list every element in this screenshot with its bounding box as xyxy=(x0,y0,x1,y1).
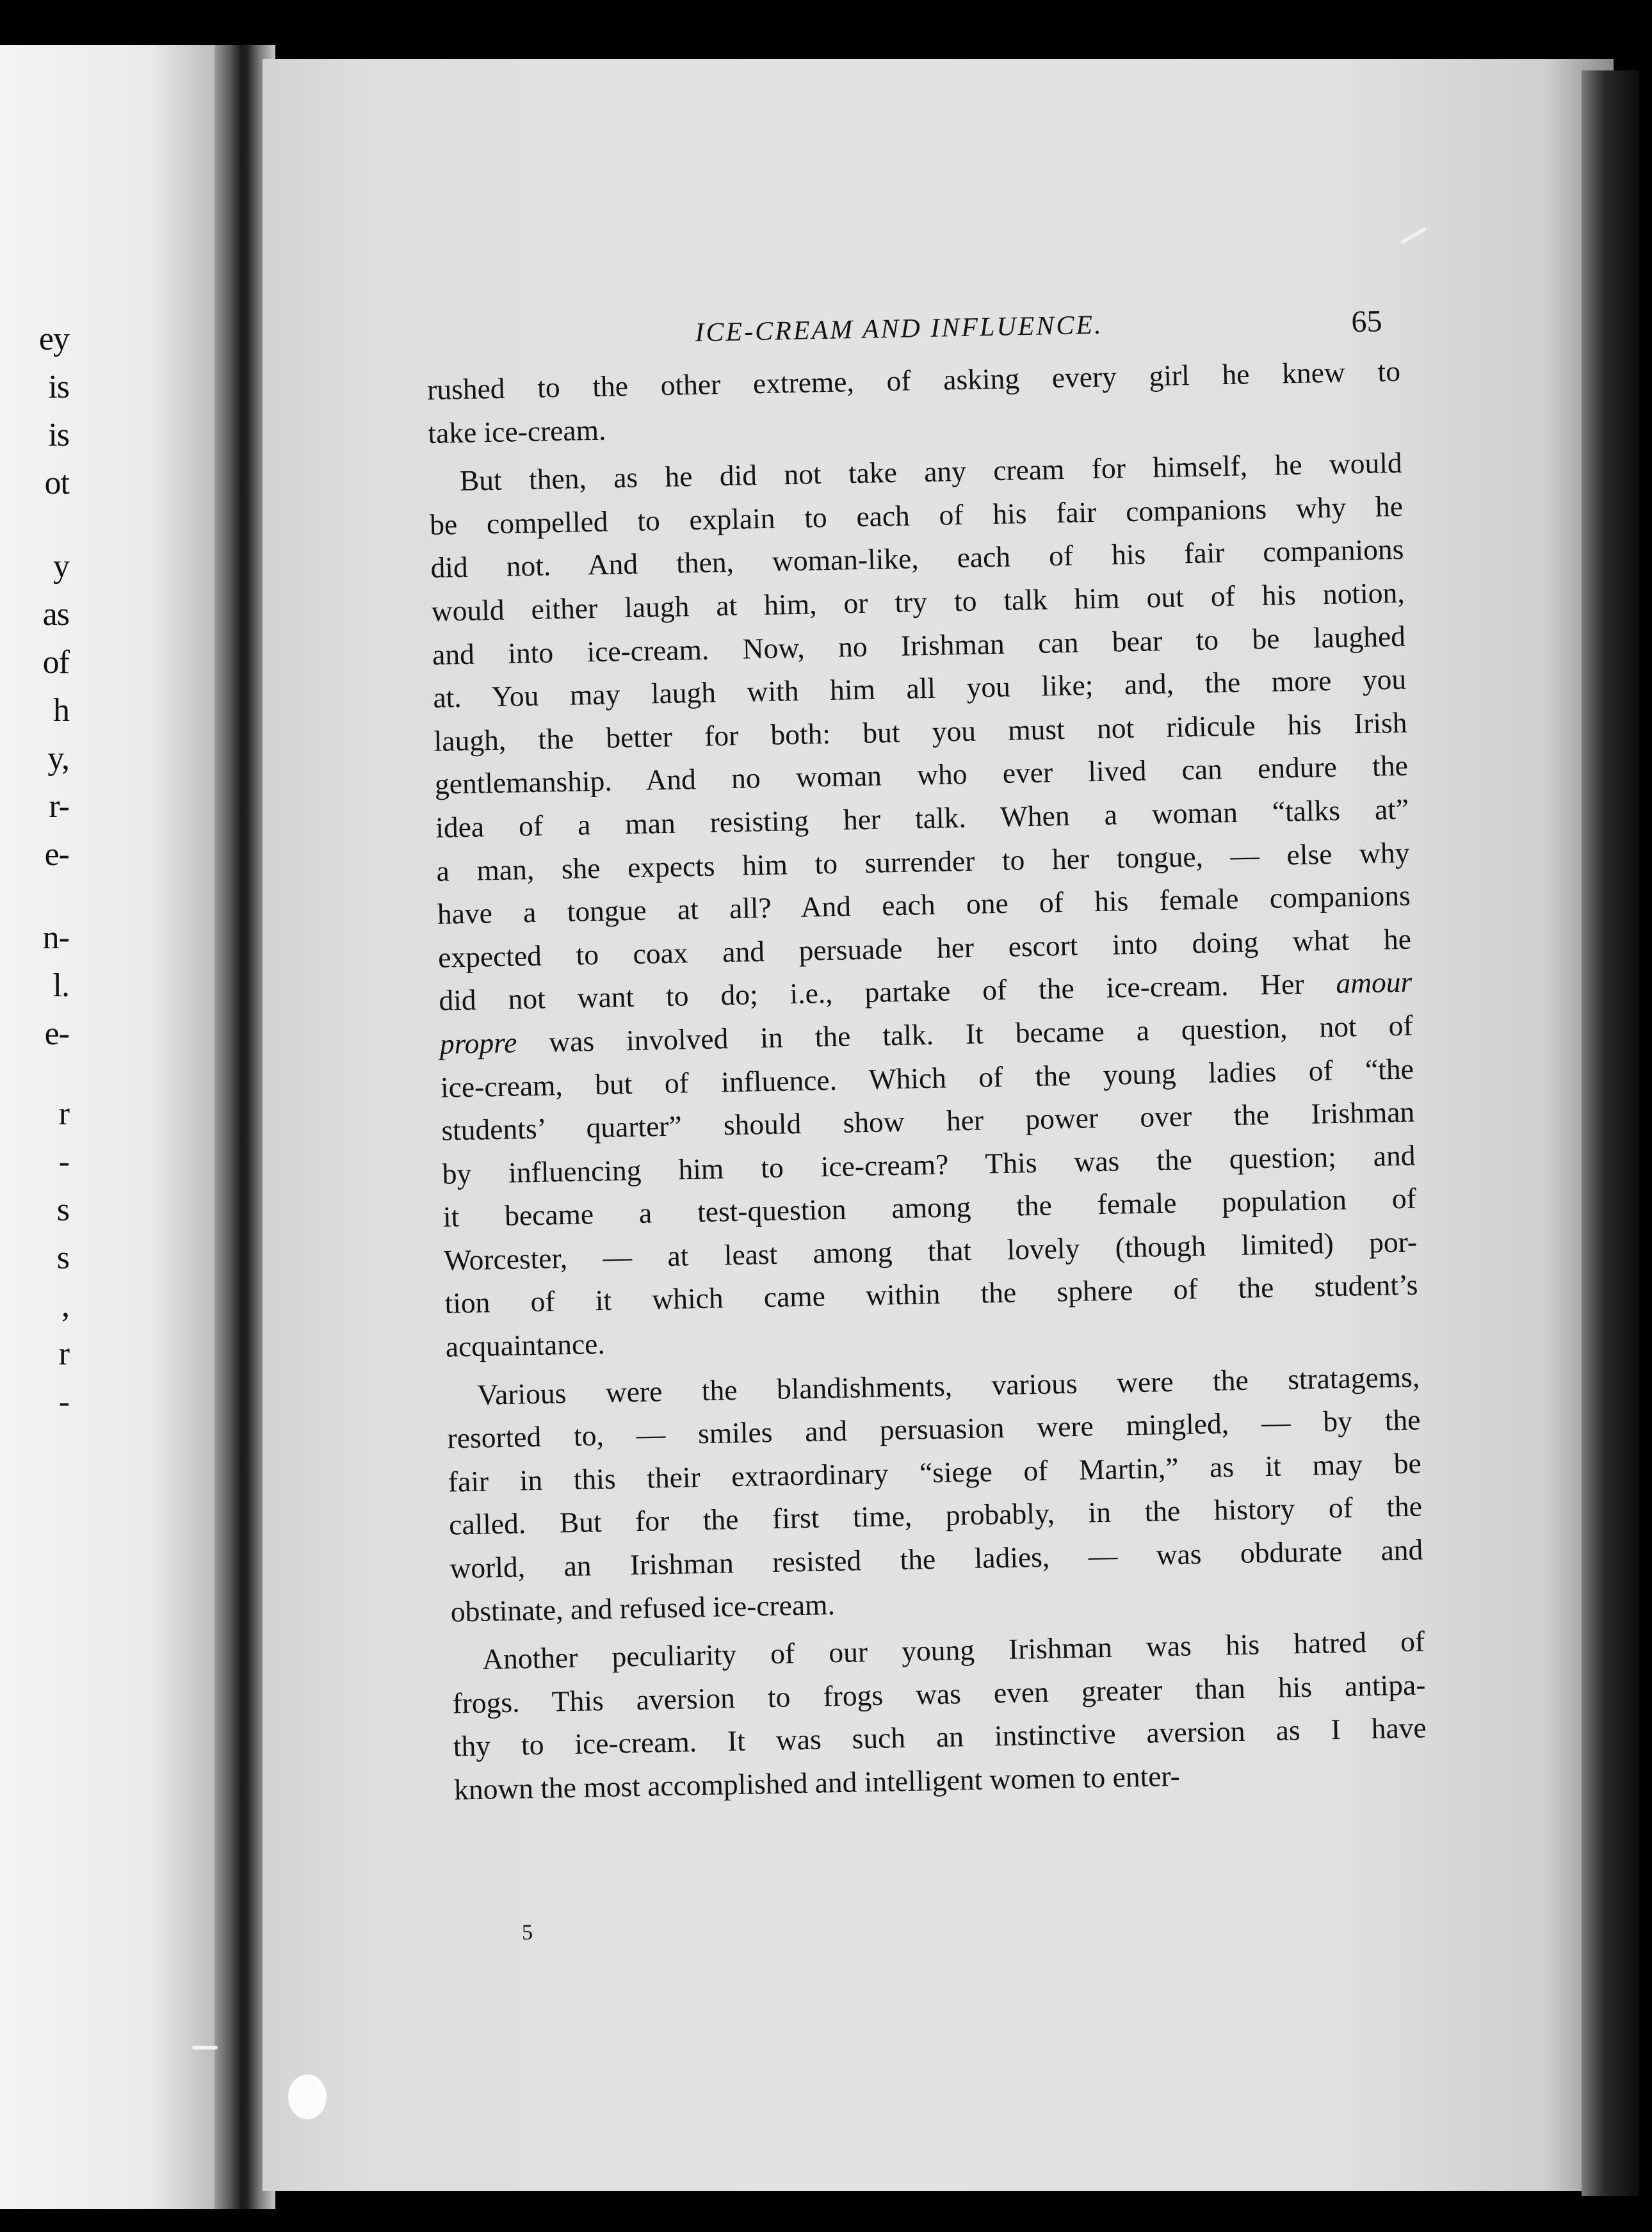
text-line: expected to coax and persuade her escort into doing what he xyxy=(437,922,1412,974)
text-line: laugh, the better for both: but you must not ridicule his Irish xyxy=(433,706,1407,757)
text-line: Various were the blandishments, various were the stratagems, xyxy=(476,1360,1420,1411)
text-line: ice-cream, but of influence. Which of the young ladies of “the xyxy=(440,1052,1414,1104)
text-line: But then, as he did not take any cream for himself, he would xyxy=(459,446,1403,497)
running-title: ICE-CREAM AND INFLUENCE. xyxy=(695,310,1103,348)
signature-mark: 5 xyxy=(521,1920,533,1945)
paragraph xyxy=(446,1355,1425,1633)
facing-page-fragment: as xyxy=(42,596,69,633)
paragraph xyxy=(428,441,1419,1368)
facing-page-fragment: of xyxy=(42,644,69,681)
facing-page-fragment: r xyxy=(58,1336,69,1372)
facing-page-fragment: e- xyxy=(44,1015,69,1052)
facing-page-fragment: r- xyxy=(49,788,69,825)
text-line: take ice-cream. xyxy=(427,413,606,449)
text-line: did not. And then, woman-like, each of his fair companions xyxy=(430,533,1404,585)
page-number: 65 xyxy=(1350,304,1382,339)
facing-page-fragment: e- xyxy=(44,836,69,873)
text-line: tion of it which came within the sphere of the student’s xyxy=(444,1268,1418,1320)
text-line: did not want to do; i.e., partake of the ice-cream. Her amour xyxy=(439,965,1413,1017)
text-line: would either laugh at him, or try to talk him out of his notion, xyxy=(431,576,1405,627)
facing-page-fragment: s xyxy=(56,1240,69,1276)
paragraph xyxy=(451,1620,1428,1812)
facing-page-fragment: y xyxy=(53,548,69,585)
text-line: and into ice-cream. Now, no Irishman can bear to be laughed xyxy=(432,619,1406,671)
text-line: acquaintance. xyxy=(445,1327,606,1363)
facing-page-text-fragments xyxy=(0,45,215,2209)
text-line: thy to ice-cream. It was such an instinctive aversion as I have xyxy=(453,1711,1427,1763)
facing-page-left xyxy=(0,45,215,2209)
body-text xyxy=(427,350,1428,1811)
text-line: called. But for the first time, probably, in the history of the xyxy=(448,1489,1423,1542)
text-line: world, an Irishman resisted the ladies, — was obdurate and xyxy=(449,1533,1423,1585)
text-line: frogs. This aversion to frogs was even greater than his antipa- xyxy=(452,1668,1426,1720)
text-line: obstinate, and refused ice-cream. xyxy=(450,1587,836,1628)
facing-page-fragment: is xyxy=(48,417,69,453)
facing-page-fragment: ot xyxy=(44,465,69,501)
text-line: Worcester, — at least among that lovely (though limited) por- xyxy=(443,1225,1418,1277)
text-line: students’ quarter” should show her power over the Irishman xyxy=(441,1095,1415,1147)
text-line: at. You may laugh with him all you like; and, the more you xyxy=(432,662,1407,715)
text-line: by influencing him to ice-cream? This was the question; and xyxy=(442,1138,1416,1190)
facing-page-fragment: y, xyxy=(47,740,69,777)
facing-page-fragment: l. xyxy=(53,967,69,1004)
facing-page-fragment: , xyxy=(61,1288,69,1324)
text-line: known the most accomplished and intelligent women to enter- xyxy=(453,1759,1181,1806)
text-line: have a tongue at all? And each one of his female companions xyxy=(437,878,1411,930)
facing-page-fragment: - xyxy=(58,1144,69,1180)
text-line: fair in this their extraordinary “siege of Martin,” as it may be xyxy=(448,1446,1422,1498)
page-text-block xyxy=(426,298,1428,1811)
text-line: be compelled to explain to each of his fair companions why he xyxy=(429,489,1404,541)
text-line: it became a test-question among the female population of xyxy=(442,1181,1417,1234)
facing-page-fragment: r xyxy=(58,1096,69,1132)
facing-page-fragment: is xyxy=(48,369,69,405)
text-line: gentlemanship. And no woman who ever lived can endure the xyxy=(434,749,1409,801)
text-line: Another peculiarity of our young Irishman was his hatred of xyxy=(482,1624,1425,1676)
page-edge-shadow xyxy=(1582,70,1639,2196)
text-line: idea of a man resisting her talk. When a woman “talks at” xyxy=(435,792,1409,844)
text-line: rushed to the other extreme, of asking every girl he knew to xyxy=(426,354,1401,406)
text-line: propre was involved in the talk. It became a question, not of xyxy=(439,1008,1414,1060)
facing-page-fragment: - xyxy=(58,1384,69,1420)
text-line: resorted to, — smiles and persuasion were mingled, — by the xyxy=(447,1403,1421,1455)
facing-page-fragment: ey xyxy=(38,321,69,357)
text-line: a man, she expects him to surrender to her tongue, — else why xyxy=(436,836,1410,887)
facing-page-fragment: s xyxy=(56,1192,69,1228)
facing-page-fragment: h xyxy=(53,692,69,729)
facing-page-fragment: n- xyxy=(42,919,69,956)
